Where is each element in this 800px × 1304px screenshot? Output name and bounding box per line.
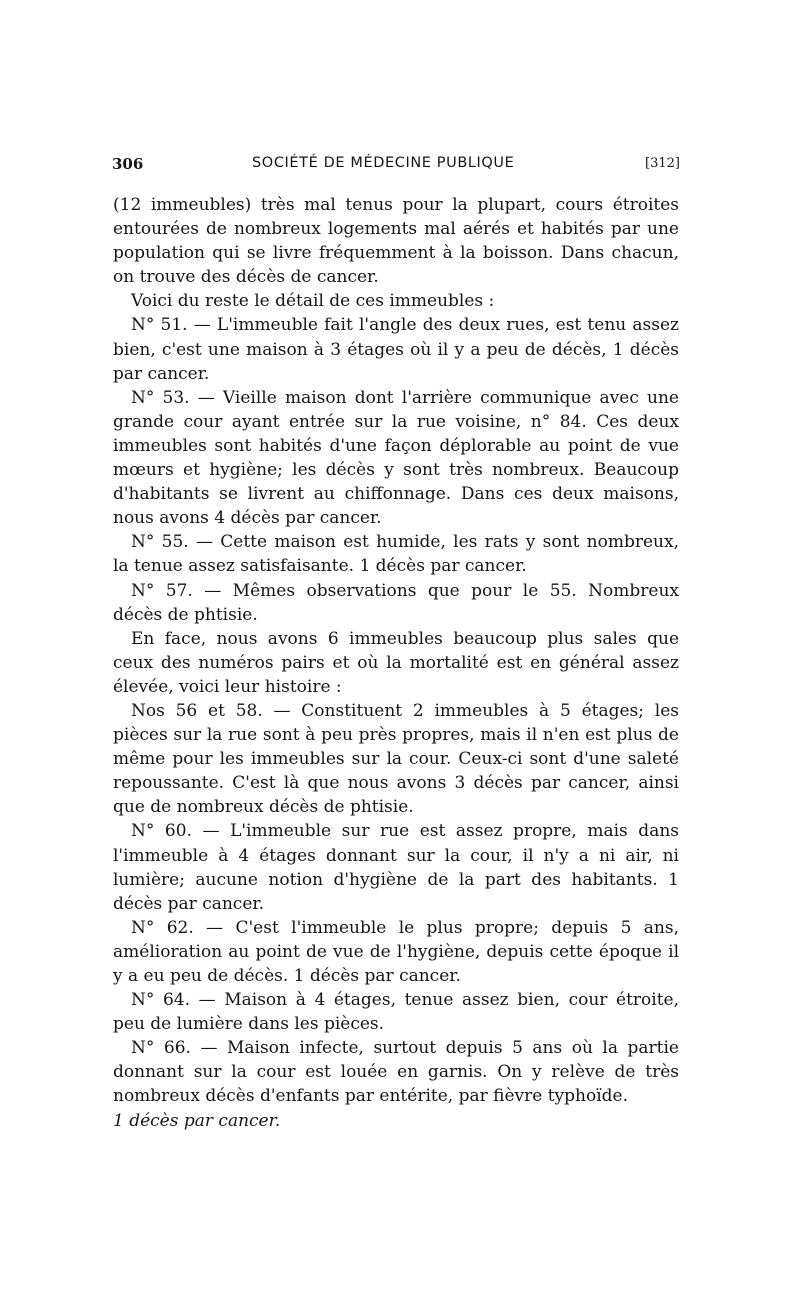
paragraph-no-55: N° 55. — Cette maison est humide, les rats y sont nombreux, la tenue assez satisfaisante. 1 décès par cancer. — [113, 532, 679, 577]
closing-italic-line — [113, 1109, 679, 1133]
body-text — [113, 193, 679, 1133]
paragraph-no-66: N° 66. — Maison infecte, surtout depuis 5 ans où la partie donnant sur la cour est louée en garnis. On y relève de très nombreux décès d'enfants par entérite, par fièvre typhoïde. — [113, 1038, 679, 1107]
paragraph-nos-56-58: Nos 56 et 58. — Constituent 2 immeubles à 5 étages; les pièces sur la rue sont à peu près propres, mais il n'en est plus de même pour les immeubles sur la cour. Ceux-ci sont d'une saleté repoussante. C'est là que nous avons 3 décès par cancer, ainsi que de nombreux décès de phtisie. — [113, 700, 679, 818]
paragraph-continuation: (12 immeubles) très mal tenus pour la plupart, cours étroites entourées de nombreux logements mal aérés et habités par une population qui se livre fréquemment à la boisson. Dans chacun, on trouve des décès de cancer. — [113, 195, 679, 288]
running-head — [112, 155, 680, 181]
paragraph-no-53: N° 53. — Vieille maison dont l'arrière communique avec une grande cour ayant entrée sur la rue voisine, n° 84. Ces deux immeubles sont habités d'une façon déplorable au point de vue mœurs et hygiène; les décès y sont très nombreux. Beaucoup d'habitants se livrent au chiffonnage. Dans ces deux maisons, nous avons 4 décès par cancer. — [113, 387, 679, 529]
paragraph-en-face: En face, nous avons 6 immeubles beaucoup plus sales que ceux des numéros pairs et où la mortalité est en général assez élevée, voici leur histoire : — [113, 628, 679, 697]
paragraph-no-64: N° 64. — Maison à 4 étages, tenue assez bien, cour étroite, peu de lumière dans les pièces. — [113, 990, 679, 1035]
paragraph-no-62: N° 62. — C'est l'immeuble le plus propre; depuis 5 ans, amélioration au point de vue de l'hygiène, depuis cette époque il y a eu peu de décès. 1 décès par cancer. — [113, 917, 679, 986]
reference-number: [312] — [645, 156, 680, 171]
paragraph-no-57: N° 57. — Mêmes observations que pour le 55. Nombreux décès de phtisie. — [113, 580, 679, 625]
paragraph-no-60: N° 60. — L'immeuble sur rue est assez propre, mais dans l'immeuble à 4 étages donnant sur la cour, il n'y a ni air, ni lumière; aucune notion d'hygiène de la part des habitants. 1 décès par cancer. — [113, 821, 679, 914]
paragraph-intro: Voici du reste le détail de ces immeubles : — [131, 291, 495, 312]
page-number: 306 — [112, 155, 144, 173]
header-title: SOCIÉTÉ DE MÉDECINE PUBLIQUE — [252, 155, 515, 171]
paragraph-no-51: N° 51. — L'immeuble fait l'angle des deux rues, est tenu assez bien, c'est une maison à 3 étages où il y a peu de décès, 1 décès par cancer. — [113, 315, 679, 384]
closing-italic-text: 1 décès par cancer. — [113, 1110, 281, 1131]
